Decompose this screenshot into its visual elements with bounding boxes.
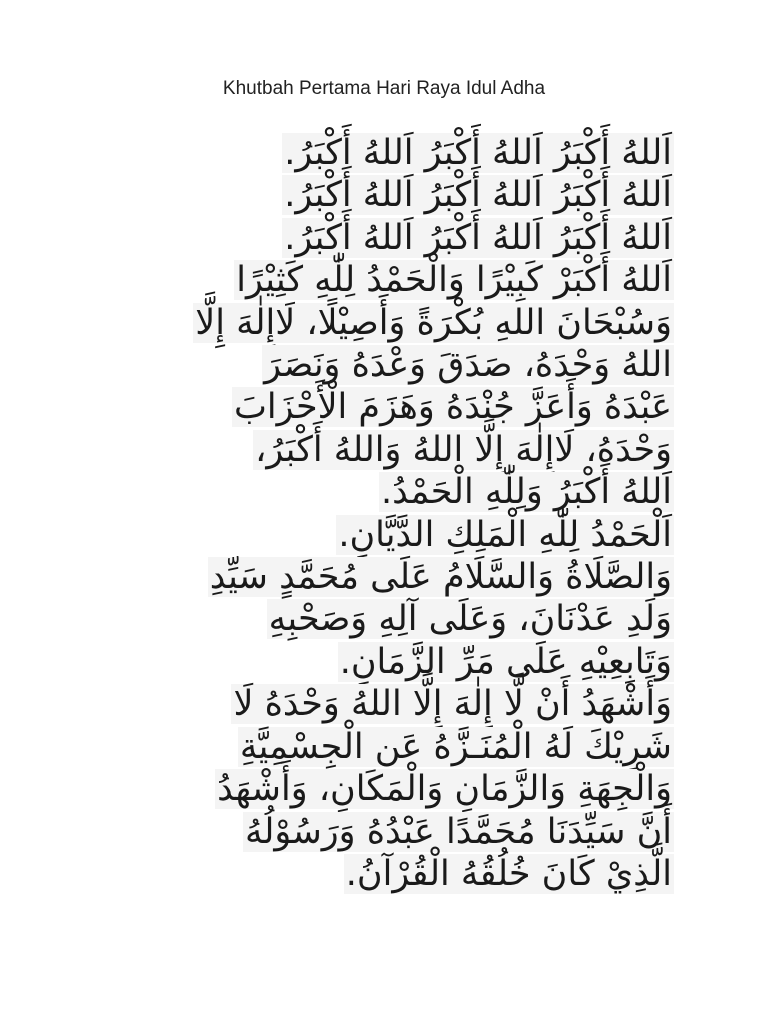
- arabic-text-line-content: وَلَدِ عَدْنَانَ، وَعَلَى آلِهِ وَصَحْبِهِ: [268, 599, 672, 640]
- arabic-text-line-content: اَلْحَمْدُ لِلّٰهِ الْمَلِكِ الدَّيَّانِ.: [338, 514, 672, 555]
- arabic-text-line: [74, 259, 674, 301]
- arabic-text-line: [74, 471, 674, 513]
- arabic-text-line: [74, 726, 674, 768]
- arabic-text-line: [74, 174, 674, 216]
- arabic-text-line-content: وَتَابِعِيْهِ عَلَى مَرِّ الزَّمَانِ.: [339, 641, 672, 682]
- arabic-text-line: [74, 811, 674, 853]
- arabic-text-line-content: اَللهُ أَكْبَرْ كَبِيْرًا وَالْحَمْدُ لِلّٰهِ كَثِيْرًا: [236, 260, 672, 301]
- document-title: Khutbah Pertama Hari Raya Idul Adha: [222, 78, 546, 99]
- arabic-text-line-content: عَبْدَهُ وَأَعَزَّ جُنْدَهُ وَهَزَمَ الْأَحْزَابَ: [233, 387, 672, 428]
- arabic-text-line: [74, 429, 674, 471]
- arabic-text-line: [74, 768, 674, 810]
- arabic-text-line: [74, 302, 674, 344]
- arabic-text-line-content: وَالصَّلَاةُ وَالسَّلَامُ عَلَى مُحَمَّدٍ سَيِّدِ: [209, 557, 672, 598]
- arabic-text-line: [74, 853, 674, 895]
- arabic-text-line: [74, 598, 674, 640]
- arabic-text-line: [74, 514, 674, 556]
- arabic-text-line: [74, 344, 674, 386]
- arabic-text-block: [74, 132, 674, 895]
- arabic-text-line: [74, 132, 674, 174]
- arabic-text-line-content: وَأَشْهَدُ أَنْ لَّا إِلٰهَ إِلَّا اللهُ وَحْدَهُ لَا: [233, 684, 672, 725]
- arabic-text-line-content: اَللهُ أَكْبَرُ وَلِلّٰهِ الْحَمْدُ.: [380, 472, 672, 513]
- arabic-text-line-content: وَحْدَهُ، لَاإِلٰهَ إِلَّا اللهُ وَاللهُ أَكْبَرُ،: [255, 429, 672, 470]
- arabic-text-line-content: أَنَّ سَيِّدَنَا مُحَمَّدًا عَبْدُهُ وَرَسُوْلُهُ: [244, 811, 672, 852]
- arabic-text-line-content: اَللهُ أَكْبَرُ اَللهُ أَكْبَرُ اَللهُ أَكْبَرُ.: [284, 175, 672, 216]
- arabic-text-line: [74, 641, 674, 683]
- arabic-text-line-content: وَسُبْحَانَ اللهِ بُكْرَةً وَأَصِيْلًا، لَاإِلٰهَ إِلَّا: [195, 302, 672, 343]
- arabic-text-line: [74, 217, 674, 259]
- arabic-text-line: [74, 386, 674, 428]
- arabic-text-line-content: اللهُ وَحْدَهُ، صَدَقَ وَعْدَهُ وَنَصَرَ: [264, 345, 672, 386]
- arabic-text-line-content: اَللهُ أَكْبَرُ اَللهُ أَكْبَرُ اَللهُ أَكْبَرُ.: [284, 133, 672, 173]
- arabic-text-line-content: اَللهُ أَكْبَرُ اَللهُ أَكْبَرُ اَللهُ أَكْبَرُ.: [284, 217, 672, 258]
- arabic-text-line: [74, 556, 674, 598]
- arabic-text-line: [74, 683, 674, 725]
- arabic-text-line-content: شَرِيْكَ لَهُ الْمُنَـزَّهُ عَنِ الْجِسْمِيَّةِ: [239, 726, 672, 767]
- arabic-text-line-content: وَالْجِهَةِ وَالزَّمَانِ وَالْمَكَانِ، وَأَشْهَدُ: [217, 769, 672, 810]
- arabic-text-line-content: الَّذِيْ كَانَ خُلُقُهُ الْقُرْآنُ.: [345, 853, 672, 894]
